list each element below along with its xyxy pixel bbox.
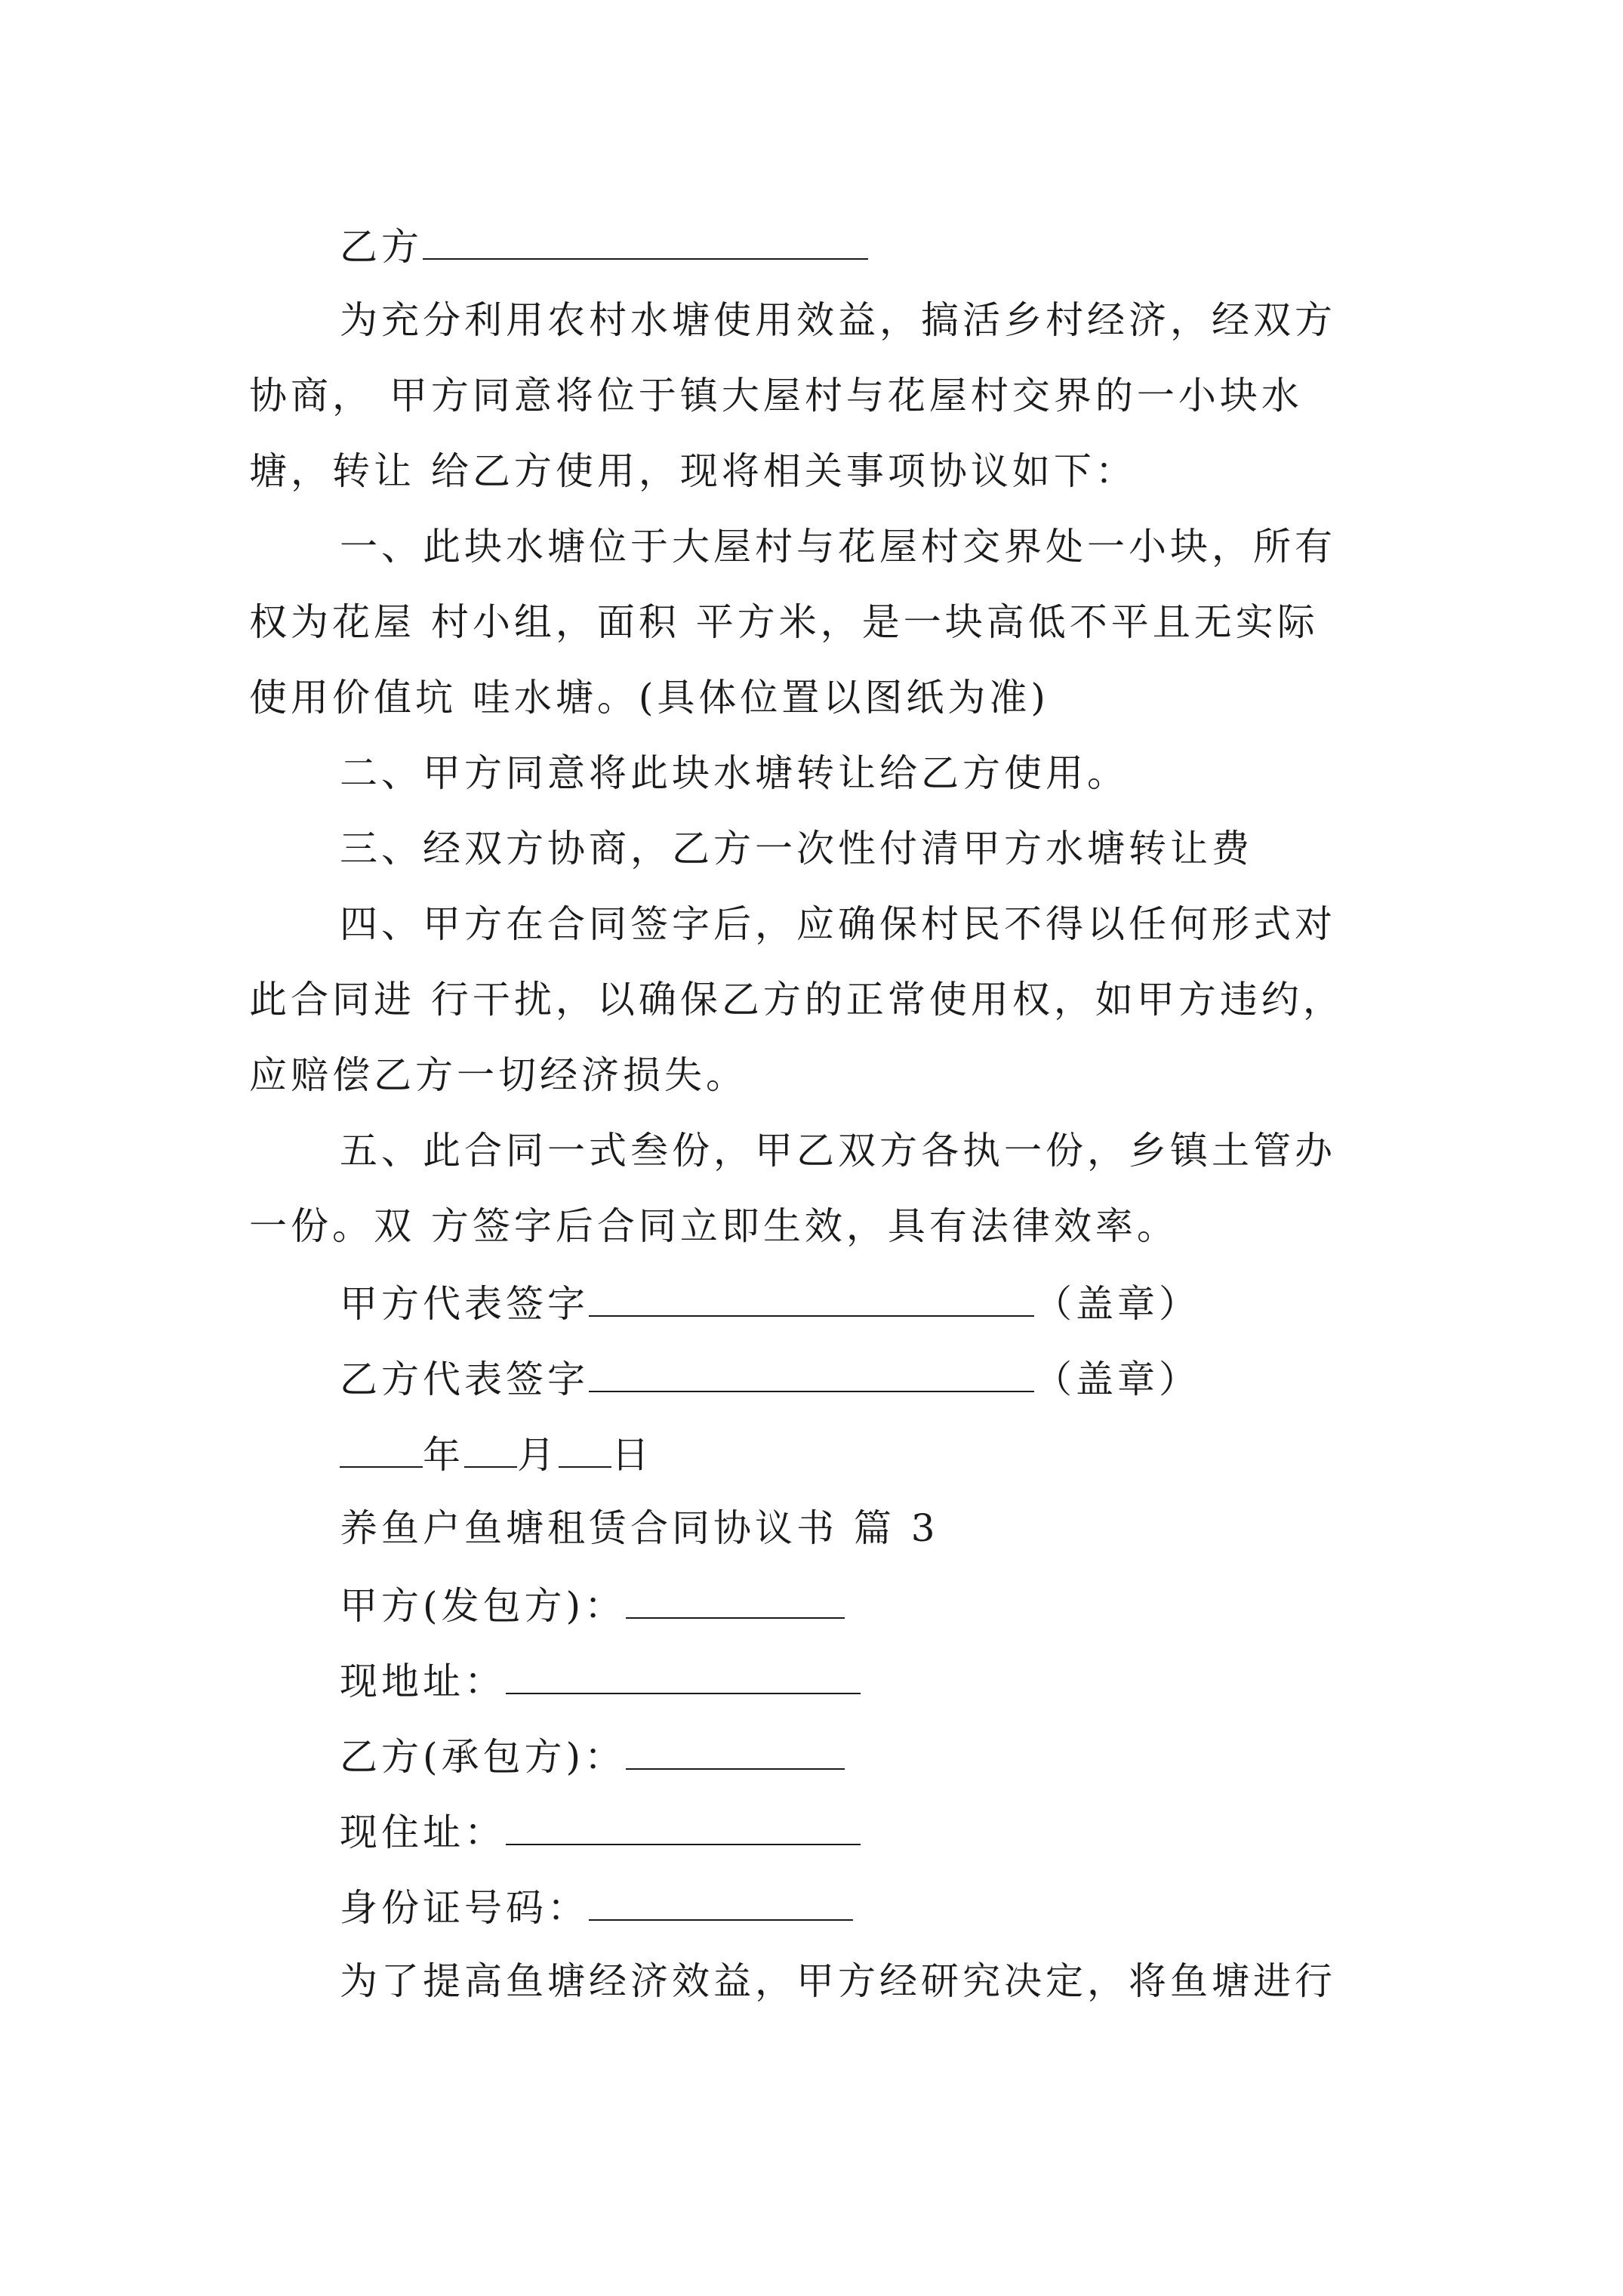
day-label: 日 [611,1433,653,1477]
year-blank [340,1430,423,1468]
party-b-blank [423,222,868,260]
party-a-signature-label: 甲方代表签字 [340,1282,589,1326]
field-residence-label: 现住址： [340,1811,506,1854]
clause1-line-1: 一、此块水塘位于大屋村与花屋村交界处一小块，所有 [340,525,1336,569]
clause5-line-1: 五、此合同一式叁份，甲乙双方各执一份，乡镇土管办 [340,1129,1336,1173]
intro-line-1: 为充分利用农村水塘使用效益，搞活乡村经济，经双方 [340,298,1336,342]
field-party-a-blank [626,1581,845,1619]
field-current-address [340,1657,1472,1704]
field-party-a-label: 甲方(发包方)： [340,1584,627,1628]
section-title: 养鱼户鱼塘租赁合同协议书 篇 3 [340,1506,939,1550]
field-party-b-label: 乙方(承包方)： [340,1735,627,1779]
party-b-signature-label: 乙方代表签字 [340,1358,589,1401]
closing-line: 为了提高鱼塘经济效益，甲方经研究决定，将鱼塘进行 [340,1959,1336,2003]
clause1-line-2: 权为花屋 村小组，面积 平方米，是一块高低不平且无实际 [249,600,1319,644]
clause4-line-2: 此合同进 行干扰，以确保乙方的正常使用权，如甲方违约， [249,978,1344,1022]
field-id-number-label: 身份证号码： [340,1886,589,1930]
party-b-seal: （盖章） [1034,1358,1200,1401]
party-a-signature-blank [589,1279,1034,1317]
clause4-line-3: 应赔偿乙方一切经济损失。 [249,1053,747,1097]
party-b-label: 乙方 [340,225,423,269]
clause4-line-1: 四、甲方在合同签字后，应确保村民不得以任何形式对 [340,902,1336,946]
party-b-signature-line [340,1354,1472,1402]
month-blank [464,1430,517,1468]
intro-line-3: 塘，转让 给乙方使用，现将相关事项协议如下： [249,449,1137,493]
party-a-seal: （盖章） [1034,1282,1200,1326]
field-party-b-blank [626,1732,845,1770]
clause2: 二、甲方同意将此块水塘转让给乙方使用。 [340,751,1129,795]
field-residence [340,1808,1472,1855]
year-label: 年 [423,1433,464,1477]
party-a-signature-line [340,1279,1472,1327]
party-b-line [340,222,1472,270]
clause3: 三、经双方协商，乙方一次性付清甲方水塘转让费 [340,827,1253,871]
clause5-line-2: 一份。双 方签字后合同立即生效，具有法律效率。 [249,1204,1178,1248]
field-id-number-blank [589,1883,853,1921]
date-line [340,1430,1472,1478]
field-id-number [340,1883,1472,1931]
field-party-b [340,1732,1472,1780]
day-blank [559,1430,611,1468]
field-current-address-label: 现地址： [340,1660,506,1703]
field-current-address-blank [506,1657,861,1694]
field-party-a [340,1581,1472,1629]
intro-line-2: 协商， 甲方同意将位于镇大屋村与花屋村交界的一小块水 [249,374,1303,418]
clause1-line-3: 使用价值坑 哇水塘。(具体位置以图纸为准) [249,676,1049,720]
month-label: 月 [517,1433,559,1477]
field-residence-blank [506,1808,861,1845]
party-b-signature-blank [589,1354,1034,1392]
